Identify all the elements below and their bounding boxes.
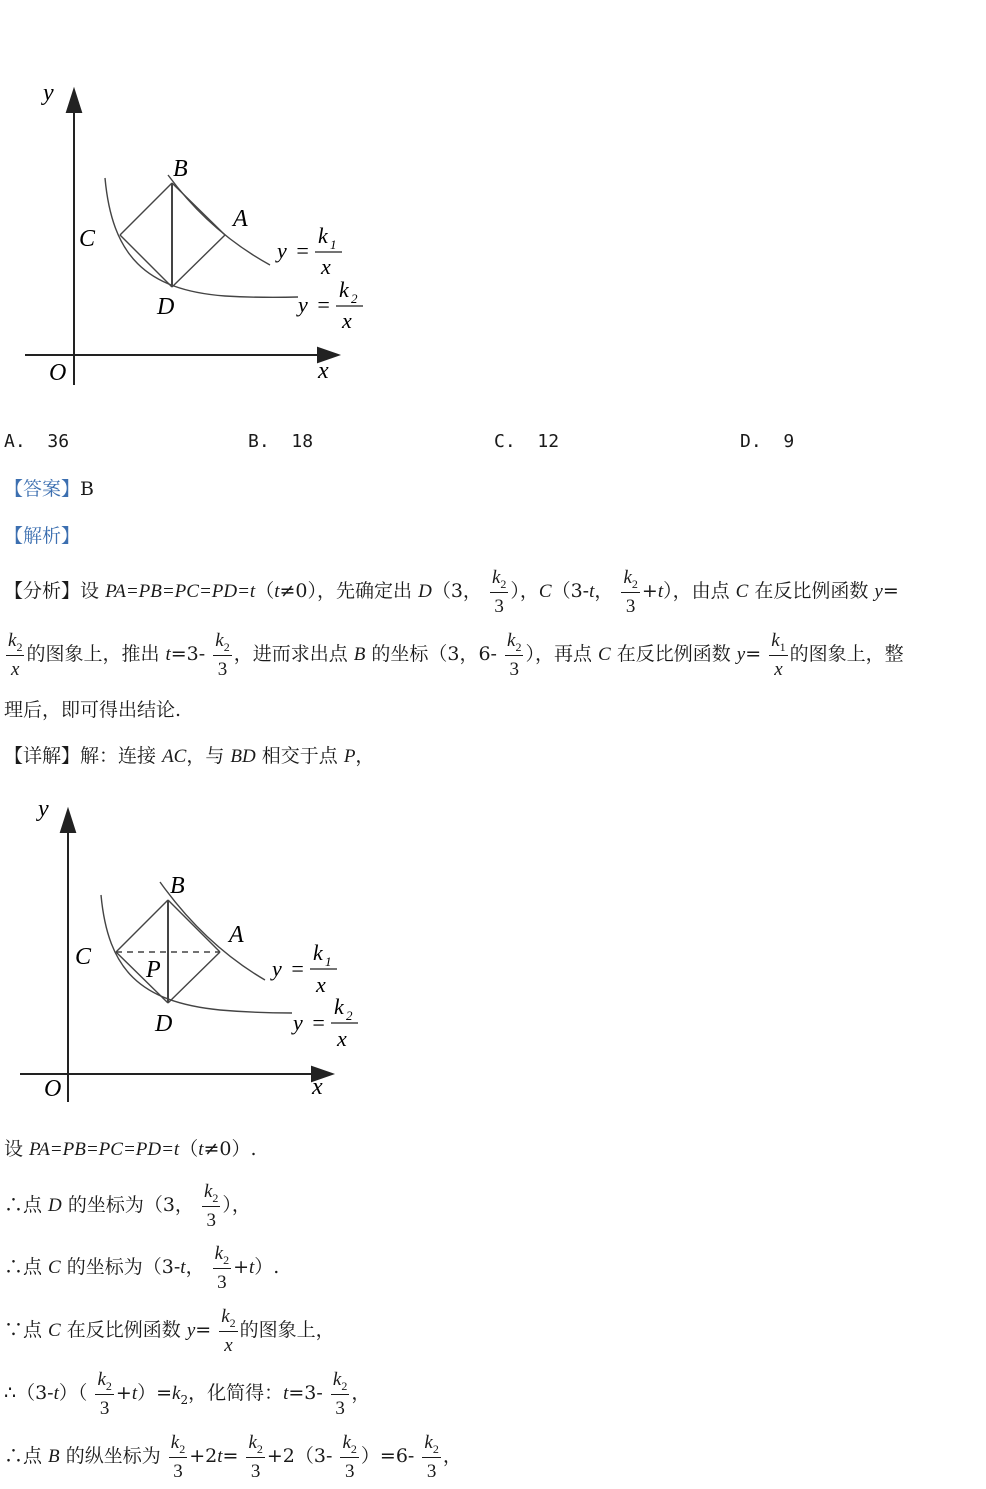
fraction-k2-over-3: $\frac{k_2}{3}$ (491, 566, 507, 618)
option-c[interactable]: C. 12 (494, 431, 560, 452)
figure-1-diagram (0, 70, 380, 390)
svg-text:1: 1 (330, 237, 337, 252)
solution-line-4: ∵点 C 在反比例函数 y= $\frac{k_2}{x}$ 的图象上， (4, 1305, 335, 1357)
fraction-k2-over-x: $\frac{k_2}{x}$ (221, 1305, 236, 1357)
svg-text:x: x (342, 308, 352, 333)
svg-text:2: 2 (351, 291, 358, 306)
fraction-k1-over-x: $\frac{k_1}{x}$ (771, 629, 786, 681)
y-axis-label: y (38, 796, 49, 822)
fraction-k2-over-3: $\frac{k_2}{3}$ (97, 1368, 112, 1420)
fraction-k2-over-3: $\frac{k_2}{3}$ (214, 1242, 230, 1294)
solution-line-1: 设 PA=PB=PC=PD=t（t≠0）. (4, 1138, 257, 1160)
svg-text:=: = (311, 1010, 326, 1035)
x-axis-label: x (318, 358, 329, 384)
rhombus-edge-cb (116, 900, 168, 952)
solution-line-3: ∴点 C 的坐标为（3-t， $\frac{k_2}{3}$ +t）. (4, 1242, 280, 1294)
rhombus-edge-ad (168, 952, 220, 1003)
svg-text:k: k (318, 223, 328, 248)
point-b-label: B (170, 873, 185, 899)
analysis-tag: 【分析】 (4, 580, 81, 602)
fraction-k2-over-3: $\frac{k_2}{3}$ (342, 1431, 357, 1483)
answer-value: B (80, 478, 94, 500)
svg-text:k: k (339, 277, 349, 302)
point-p-label: P (146, 957, 161, 983)
svg-text:x: x (337, 1026, 347, 1051)
svg-text:x: x (321, 254, 331, 279)
svg-text:=: = (290, 956, 305, 981)
y-axis-arrow (67, 90, 81, 112)
analysis-line-3: 理后，即可得出结论. (4, 699, 182, 721)
fraction-k2-over-3: $\frac{k_2}{3}$ (623, 566, 638, 618)
curve-k1-label (270, 940, 337, 997)
analysis-heading: 【解析】 (4, 525, 81, 547)
point-d-label: D (157, 294, 175, 320)
curve-k2 (105, 178, 298, 297)
rhombus-edge-ad (172, 235, 225, 287)
analysis-line-2: $\frac{k_2}{x}$ 的图象上，推出 t=3- $\frac{k_2}{3}$ ，进而求出点 B 的坐标（3，6- $\frac{k_2}{3}$ ），再点 C 在反比例函数 y= $\frac{k_1}{x}$ 的图象上，整 (8, 629, 904, 681)
detail-tag: 【详解】 (4, 745, 81, 767)
svg-text:y: y (293, 1010, 303, 1035)
curve-k1 (168, 175, 270, 265)
fraction-k2-over-x: $\frac{k_2}{x}$ (8, 629, 23, 681)
rhombus-edge-dc (120, 235, 172, 287)
x-axis-label: x (312, 1074, 323, 1100)
svg-text:y: y (272, 956, 282, 981)
solution-line-5: ∴（3-t）（ $\frac{k_2}{3}$ $+t)=k_2$，化简得：t=3- $\frac{k_2}{3}$ ， (4, 1368, 371, 1420)
fraction-k2-over-3: $\frac{k_2}{3}$ (248, 1431, 263, 1483)
solution-line-6: ∴点 B 的纵坐标为 $\frac{k_2}{3}$ +2t= $\frac{k_2}{3}$ +2（3- $\frac{k_2}{3}$ ）=6- $\frac{k_2}{3}$ ， (4, 1431, 462, 1483)
rhombus-edge-cb (120, 183, 172, 235)
svg-text:x: x (316, 972, 326, 997)
point-c-label: C (75, 944, 92, 970)
curve-k2-label (291, 994, 358, 1051)
option-d[interactable]: D. 9 (740, 431, 795, 452)
svg-text:y: y (277, 238, 287, 263)
fraction-k2-over-3: $\frac{k_2}{3}$ (215, 629, 230, 681)
curve-k1-label (275, 223, 342, 279)
origin-label: O (49, 360, 67, 386)
curve-k2-label (296, 277, 363, 333)
analysis-line-1: 【分析】设 PA=PB=PC=PD=t（t≠0），先确定出 D（3， $\frac{k_2}{3}$ ），C（3-t， $\frac{k_2}{3}$ +t），由点 C 在反比例函数 y= (4, 566, 899, 618)
curve-k2 (101, 895, 292, 1013)
point-a-label: A (233, 206, 248, 232)
svg-text:=: = (316, 292, 331, 317)
fraction-k2-over-3: $\frac{k_2}{3}$ (203, 1180, 219, 1232)
fraction-k2-over-3: $\frac{k_2}{3}$ (332, 1368, 348, 1420)
point-c-label: C (79, 226, 96, 252)
rhombus-edge-ba (172, 183, 225, 235)
svg-text:2: 2 (346, 1008, 353, 1023)
svg-text:1: 1 (325, 954, 332, 969)
answer-tag: 【答案】 (4, 478, 81, 500)
option-b[interactable]: B. 18 (248, 431, 314, 452)
detail-line: 【详解】解：连接 AC，与 BD 相交于点 P， (4, 745, 375, 767)
solution-line-2: ∴点 D 的坐标为（3， $\frac{k_2}{3}$ ）， (4, 1180, 251, 1232)
point-b-label: B (173, 156, 188, 182)
y-axis-arrow (61, 810, 75, 832)
svg-text:k: k (313, 940, 323, 965)
fraction-k2-over-3: $\frac{k_2}{3}$ (424, 1431, 439, 1483)
point-a-label: A (229, 922, 244, 948)
fraction-k2-over-3: $\frac{k_2}{3}$ (170, 1431, 186, 1483)
fraction-k2-over-3: $\frac{k_2}{3}$ (507, 629, 522, 681)
origin-label: O (44, 1076, 62, 1102)
rhombus-edge-ba (168, 900, 220, 952)
option-a[interactable]: A. 36 (4, 431, 70, 452)
svg-text:=: = (295, 238, 310, 263)
svg-text:y: y (298, 292, 308, 317)
figure-2-diagram (0, 795, 380, 1105)
answer-line (4, 476, 94, 502)
y-axis-label: y (43, 80, 54, 106)
svg-text:k: k (334, 994, 344, 1019)
point-d-label: D (155, 1011, 173, 1037)
